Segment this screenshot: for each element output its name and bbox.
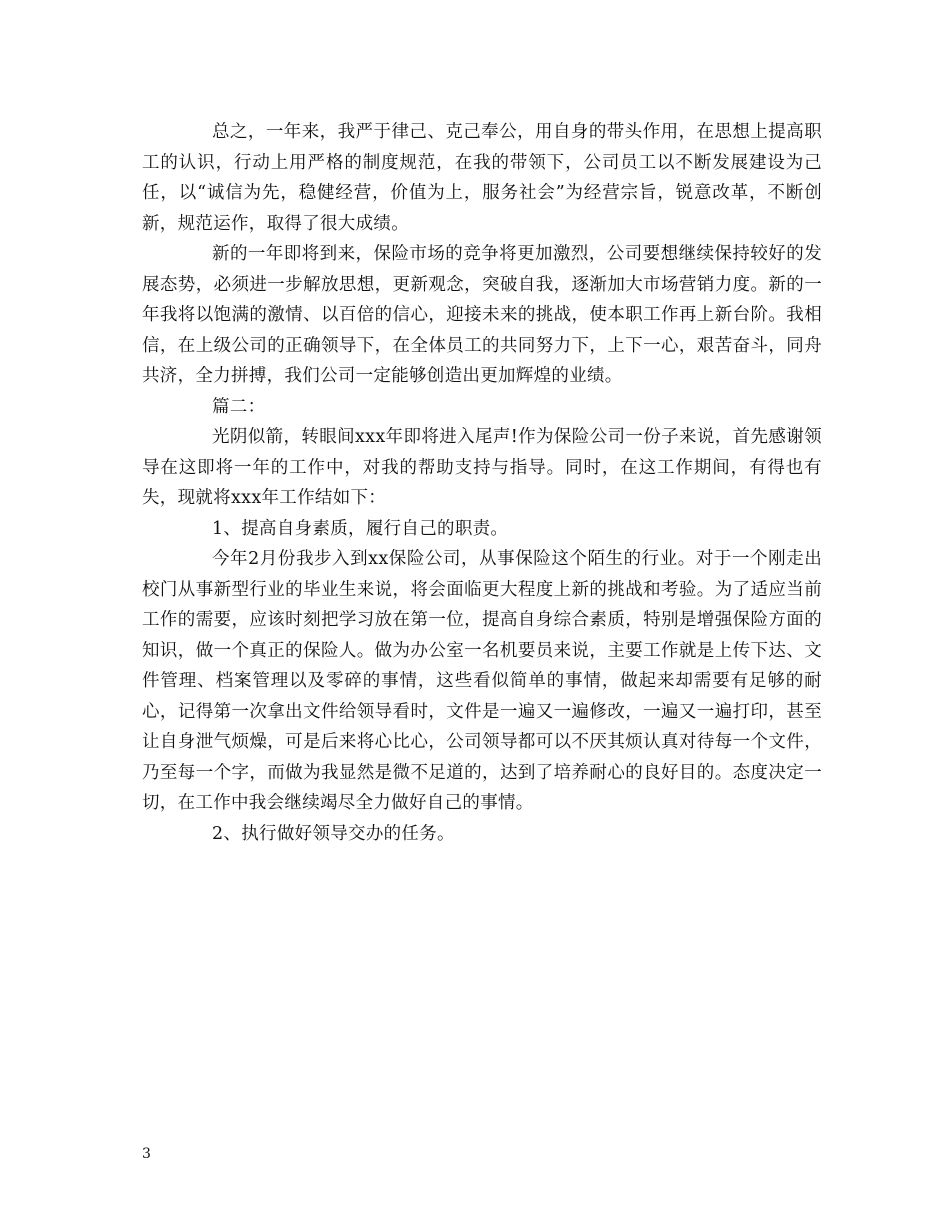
paragraph-summary: 总之，一年来，我严于律己、克己奉公，用自身的带头作用，在思想上提高职工的认识，行动上用严格的制度规范，在我的带领下，公司员工以不断发展建设为己任，以“诚信为先，稳健经营，价值为上，服务社会”为经营宗旨，锐意改革，不断创新，规范运作，取得了很大成绩。 — [142, 122, 822, 234]
document-body — [142, 117, 822, 849]
paragraph-new-year: 新的一年即将到来，保险市场的竞争将更加激烈，公司要想继续保持较好的发展态势，必须进一步解放思想，更新观念，突破自我，逐渐加大市场营销力度。新的一年我将以饱满的激情、以百倍的信心，迎接未来的挑战，使本职工作再上新台阶。我相信，在上级公司的正确领导下，在全体员工的共同努力下，上下一心，艰苦奋斗，同舟共济，全力拼搏，我们公司一定能够创造出更加辉煌的业绩。 — [142, 244, 822, 386]
paragraph-intro: 光阴似箭，转眼间xxx年即将进入尾声!作为保险公司一份子来说，首先感谢领导在这即将一年的工作中，对我的帮助支持与指导。同时，在这工作期间，有得也有失，现就将xxx年工作结如下： — [142, 427, 822, 508]
list-heading-2: 2、执行做好领导交办的任务。 — [212, 823, 455, 844]
paragraph-work-detail: 今年2月份我步入到xx保险公司，从事保险这个陌生的行业。对于一个刚走出校门从事新型行业的毕业生来说，将会面临更大程度上新的挑战和考验。为了适应当前工作的需要，应该时刻把学习放在第一位，提高自身综合素质，特别是增强保险方面的知识，做一个真正的保险人。做为办公室一名机要员来说，主要工作就是上传下达、文件管理、档案管理以及零碎的事情，这些看似简单的事情，做起来却需要有足够的耐心，记得第一次拿出文件给领导看时，文件是一遍又一遍修改，一遍又一遍打印，甚至让自身泄气烦燥，可是后来将心比心，公司领导都可以不厌其烦认真对待每一个文件，乃至每一个字，而做为我显然是微不足道的，达到了培养耐心的良好目的。态度决定一切，在工作中我会继续竭尽全力做好自己的事情。 — [142, 549, 822, 813]
section-heading-part-two: 篇二： — [212, 396, 266, 417]
list-heading-1: 1、提高自身素质，履行自己的职责。 — [212, 518, 509, 539]
page-number: 3 — [142, 1146, 151, 1162]
